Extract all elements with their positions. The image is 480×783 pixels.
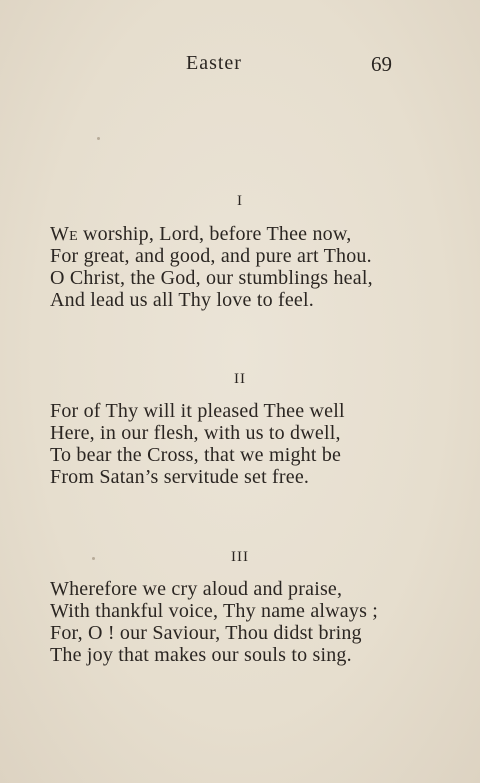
stanza-3-line-2: With thankful voice, Thy name always ;: [50, 600, 379, 622]
stanza-1-line-1: [50, 223, 430, 245]
stanza-2-line-3: To bear the Cross, that we might be: [50, 444, 342, 466]
stanza-numeral-3: III: [231, 549, 249, 565]
stanza-2-line-2: Here, in our flesh, with us to dwell,: [50, 422, 341, 444]
paper-speck: [97, 137, 100, 140]
stanza-3: [50, 578, 430, 666]
stanza-3-line-3: For, O ! our Saviour, Thou didst bring: [50, 622, 362, 644]
stanza-2-line-4: From Satan’s servitude set free.: [50, 466, 310, 488]
stanza-3-line-4: The joy that makes our souls to sing.: [50, 644, 352, 666]
stanza-2: [50, 400, 430, 488]
stanza-numeral-1: I: [237, 193, 243, 209]
stanza-1: [50, 223, 430, 311]
stanza-1-line-3: O Christ, the God, our stumblings heal,: [50, 267, 373, 289]
stanza-2-line-1: For of Thy will it pleased Thee well: [50, 400, 345, 422]
running-title: Easter: [186, 52, 242, 74]
dropcap-word: We: [50, 223, 78, 245]
stanza-3-line-1: Wherefore we cry aloud and praise,: [50, 578, 343, 600]
stanza-1-line-2: For great, and good, and pure art Thou.: [50, 245, 372, 267]
page-number: 69: [371, 52, 392, 76]
stanza-numeral-2: II: [234, 371, 246, 387]
line-text: worship, Lord, before Thee now,: [77, 223, 352, 245]
stanza-1-line-4: And lead us all Thy love to feel.: [50, 289, 314, 311]
